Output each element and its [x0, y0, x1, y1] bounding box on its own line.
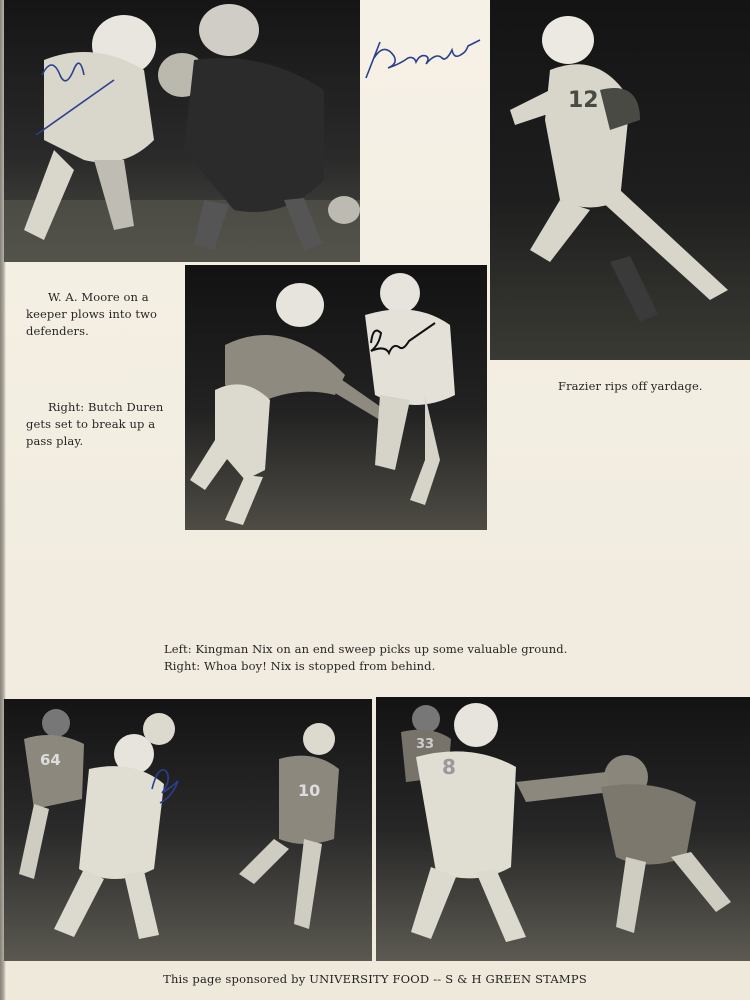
jersey-number-8: 8 [442, 755, 456, 779]
sponsor-footer: This page sponsored by UNIVERSITY FOOD -- S & H GREEN STAMPS [163, 972, 587, 986]
photo-nix-stopped [376, 697, 750, 961]
jersey-number-64: 64 [40, 751, 61, 769]
photo-moore-keeper-image [4, 0, 360, 262]
caption-moore: W. A. Moore on a keeper plows into two defenders. [26, 290, 158, 338]
photo-duren-image [185, 265, 487, 530]
photo-nix-sweep [4, 699, 372, 961]
jersey-number-33: 33 [416, 737, 435, 752]
photo-frazier-image [490, 0, 750, 360]
caption-nix-left: Left: Kingman Nix on an end sweep picks up some valuable ground. [164, 642, 568, 656]
jersey-number-frazier: 12 [568, 88, 599, 113]
caption-nix-right: Right: Whoa boy! Nix is stopped from behind. [164, 659, 436, 673]
photo-duren [185, 265, 487, 530]
caption-duren: Right: Butch Duren gets set to break up a pass play. [26, 400, 164, 448]
jersey-number-10: 10 [298, 781, 321, 800]
caption-frazier: Frazier rips off yardage. [558, 379, 703, 393]
photo-frazier [490, 0, 750, 360]
autograph-signature [360, 30, 500, 85]
photo-moore-keeper [4, 0, 360, 262]
photo-nix-sweep-image [4, 699, 372, 961]
